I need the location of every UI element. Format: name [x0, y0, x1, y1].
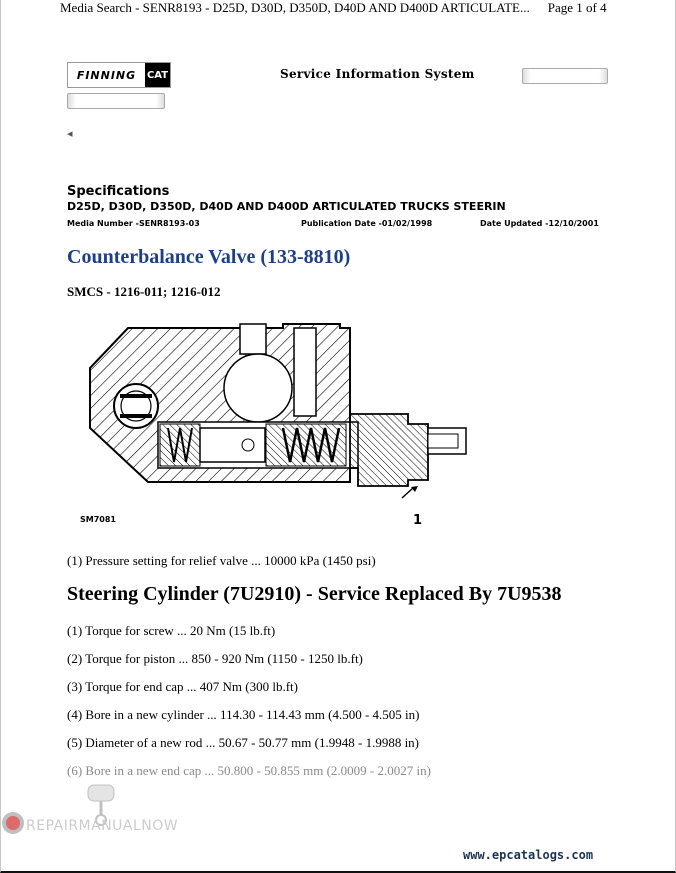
repairmanualnow-watermark — [0, 780, 205, 870]
publication-date: Publication Date -01/02/1998 — [301, 219, 433, 228]
footer-url[interactable]: www.epcatalogs.com — [463, 848, 594, 862]
valve-heading: Counterbalance Valve (133-8810) — [67, 246, 351, 268]
finning-logo-text: FINNING — [76, 68, 137, 82]
watermark-text: REPAIRMANUALNOW — [26, 818, 179, 834]
cylinder-spec: (2) Torque for piston ... 850 - 920 Nm (1150 - 1250 lb.ft) — [67, 651, 363, 666]
cylinder-spec: (4) Bore in a new cylinder ... 114.30 - 114.43 mm (4.500 - 4.505 in) — [67, 707, 420, 722]
system-title: Service Information System — [280, 67, 475, 81]
document-title: Media Search - SENR8193 - D25D, D30D, D350D, D40D AND D400D ARTICULATE... — [60, 0, 530, 15]
valve-spec: (1) Pressure setting for relief valve ... 10000 kPa (1450 psi) — [67, 553, 376, 568]
nav-button-right[interactable] — [522, 68, 608, 84]
smcs-codes — [67, 284, 220, 300]
date-updated: Date Updated -12/10/2001 — [480, 219, 599, 228]
valve-body — [90, 324, 466, 498]
cylinder-spec-text: (6) Bore in a new end cap ... 50.800 - 50.855 mm (2.0009 - 2.0027 in) — [67, 763, 431, 778]
cat-logo-text: CAT — [145, 63, 170, 87]
cylinder-spec-faded — [67, 763, 431, 779]
back-arrow-icon[interactable]: ◂ — [67, 128, 73, 140]
spec-header — [67, 184, 506, 213]
cylinder-spec: (1) Torque for screw ... 20 Nm (15 lb.ft) — [67, 623, 276, 638]
media-number: Media Number -SENR8193-03 — [67, 219, 200, 228]
cylinder-heading: Steering Cylinder (7U2910) - Service Replaced By 7U9538 — [67, 583, 562, 605]
finning-cat-logo — [67, 62, 171, 88]
doc-subtitle: D25D, D30D, D350D, D40D AND D400D ARTICULATED TRUCKS STEERIN — [67, 200, 506, 213]
gear-logo-icon — [2, 812, 24, 834]
page-number: Page 1 of 4 — [547, 0, 607, 15]
callout-label: 1 — [413, 513, 423, 528]
section-title: Specifications — [67, 184, 170, 199]
smcs-text: SMCS - 1216-011; 1216-012 — [67, 284, 221, 299]
figure-id: SM7081 — [80, 515, 116, 524]
nav-button-left[interactable] — [67, 93, 165, 109]
print-header — [60, 0, 607, 16]
cylinder-spec: (3) Torque for end cap ... 407 Nm (300 lb.ft) — [67, 679, 298, 694]
cylinder-spec: (5) Diameter of a new rod ... 50.67 - 50.77 mm (1.9948 - 1.9988 in) — [67, 735, 420, 750]
